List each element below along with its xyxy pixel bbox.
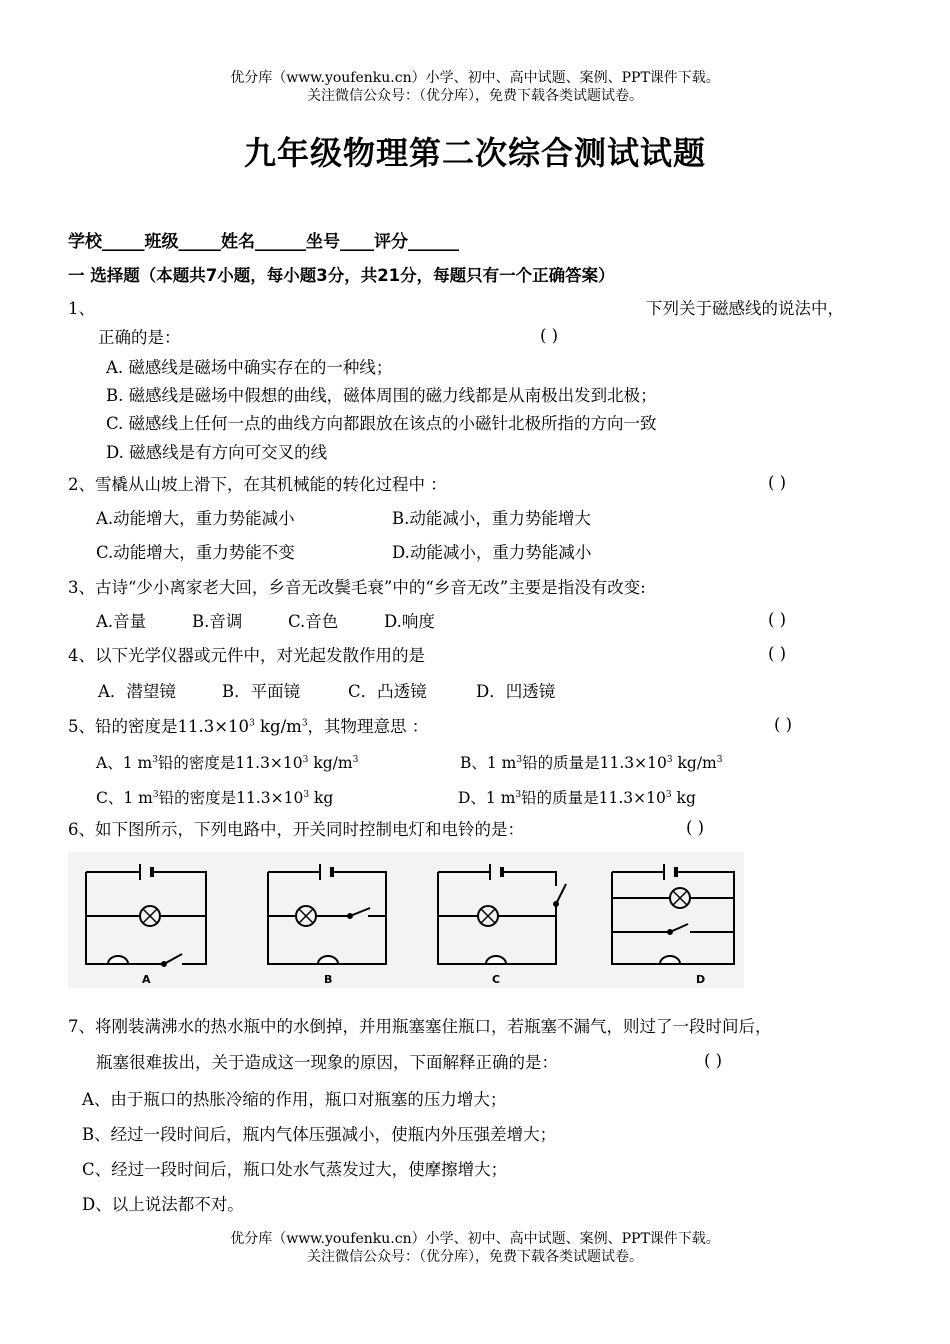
- q1-option-a: A. 磁感线是磁场中确实存在的一种线；: [106, 358, 393, 377]
- q1-answer-blank: ( ): [540, 326, 559, 345]
- q4-option-c: C．凸透镜: [348, 682, 427, 701]
- q2-option-d: D.动能减小，重力势能减小: [392, 543, 592, 562]
- header-line-2: 关注微信公众号：（优分库），免费下载各类试题试卷。: [307, 88, 643, 104]
- q2-stem: 2、雪橇从山坡上滑下，在其机械能的转化过程中 ：: [68, 475, 447, 494]
- circuit-c-label: C: [492, 973, 501, 986]
- q5-option-d: D、1 $m^3$铅的质量是$11.3\times 10^3$ kg: [458, 789, 696, 807]
- q4-answer-blank: ( ): [768, 644, 787, 663]
- q7-option-c: C、经过一段时间后，瓶口处水气蒸发过大，使摩擦增大；: [82, 1160, 508, 1179]
- q3-answer-blank: ( ): [768, 610, 787, 629]
- q6-answer-blank: ( ): [686, 818, 705, 837]
- q7-option-b: B、经过一段时间后，瓶内气体压强减小，使瓶内外压强差增大；: [82, 1125, 557, 1144]
- q3-option-b: B.音调: [192, 612, 243, 631]
- circuit-d: [612, 864, 734, 986]
- footer-line-2: 关注微信公众号：（优分库），免费下载各类试题试卷。: [307, 1249, 643, 1265]
- q5-option-a: A、1 $m^3$铅的密度是$11.3\times 10^3$ $kg/m^3$: [96, 754, 359, 772]
- q7-answer-blank: ( ): [704, 1051, 723, 1070]
- circuit-c: [438, 864, 566, 986]
- q3-stem: 3、古诗“少小离家老大回，乡音无改鬓毛衰”中的“乡音无改”主要是指没有改变:: [68, 578, 646, 597]
- q1-stem: 下列关于磁感线的说法中，: [646, 299, 844, 318]
- q1-option-d: D. 磁感线是有方向可交叉的线: [106, 443, 328, 462]
- header-line-1: 优分库（www.youfenku.cn）小学、初中、高中试题、案例、PPT课件下载。: [230, 70, 720, 86]
- q1-option-c: C. 磁感线上任何一点的曲线方向都跟放在该点的小磁针北极所指的方向一致: [106, 414, 657, 433]
- q6-stem: 6、如下图所示，下列电路中，开关同时控制电灯和电铃的是：: [68, 820, 524, 839]
- q3-option-a: A.音量: [96, 612, 147, 631]
- circuit-b-label: B: [324, 973, 333, 986]
- q5-answer-blank: ( ): [774, 715, 793, 734]
- q5-option-c: C、1 $m^3$铅的密度是$11.3\times 10^3$ kg: [96, 789, 334, 807]
- q7-stem: 7、将刚装满沸水的热水瓶中的水倒掉，并用瓶塞塞住瓶口，若瓶塞不漏气，则过了一段时间后，: [68, 1017, 772, 1036]
- footer-line-1: 优分库（www.youfenku.cn）小学、初中、高中试题、案例、PPT课件下载。: [230, 1231, 720, 1247]
- circuit-b: [268, 864, 386, 986]
- q4-option-d: D．凹透镜: [476, 682, 556, 701]
- circuit-diagrams: [68, 852, 744, 988]
- page-title: 九年级物理第二次综合测试试题: [243, 134, 706, 172]
- section-heading: 一 选择题（本题共7小题，每小题3分，共21分，每题只有一个正确答案）: [68, 266, 615, 285]
- q7-stem-cont: 瓶塞很难拔出，关于造成这一现象的原因，下面解释正确的是：: [96, 1053, 558, 1072]
- circuit-d-label: D: [696, 973, 706, 986]
- q2-option-c: C.动能增大，重力势能不变: [96, 543, 295, 562]
- q1-stem-cont: 正确的是：: [98, 328, 181, 347]
- q7-option-d: D、以上说法都不对。: [82, 1195, 244, 1214]
- q1-option-b: B. 磁感线是磁场中假想的曲线，磁体周围的磁力线都是从南极出发到北极；: [106, 386, 657, 405]
- circuit-a-label: A: [142, 973, 151, 986]
- q5-option-b: B、1 $m^3$铅的质量是$11.3\times 10^3$ $kg/m^3$: [460, 754, 723, 772]
- q5-stem: 5、铅的密度是$11.3\times 10^3$ $kg/m^3$，其物理意思 ：: [68, 717, 429, 736]
- student-info-line: 学校_____班级_____姓名______坐号____评分______: [68, 232, 459, 252]
- q4-option-b: B．平面镜: [222, 682, 301, 701]
- q2-answer-blank: ( ): [768, 473, 787, 492]
- q1-number: 1、: [68, 299, 95, 318]
- q4-option-a: A．潜望镜: [98, 682, 176, 701]
- q3-option-d: D.响度: [384, 612, 435, 631]
- q2-option-b: B.动能减小，重力势能增大: [392, 509, 591, 528]
- q3-option-c: C.音色: [288, 612, 339, 631]
- q2-option-a: A.动能增大，重力势能减小: [96, 509, 295, 528]
- q4-stem: 4、以下光学仪器或元件中，对光起发散作用的是: [68, 646, 425, 665]
- circuit-a: [86, 864, 206, 986]
- q7-option-a: A、由于瓶口的热胀冷缩的作用，瓶口对瓶塞的压力增大；: [82, 1090, 507, 1109]
